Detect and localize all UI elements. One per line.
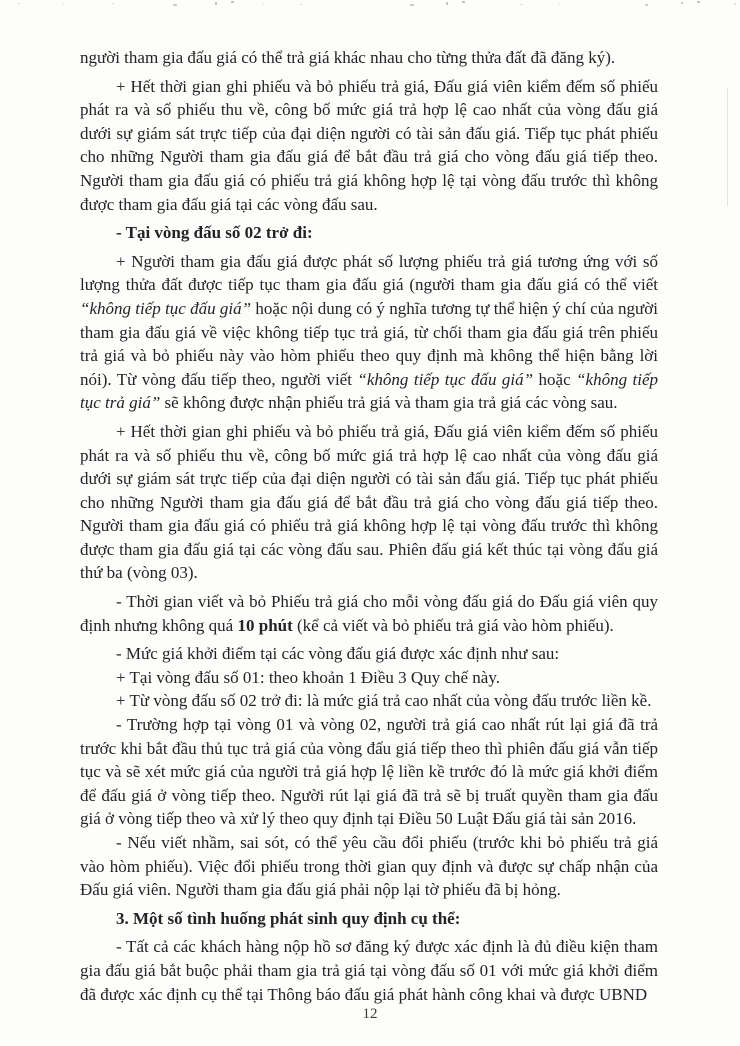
paragraph-ballot-counting-round-1: + Hết thời gian ghi phiếu và bỏ phiếu trả giá, Đấu giá viên kiểm đếm số phiếu phát ra và số phiếu thu về, công bố mức giá trả hợp lệ cao nhất của vòng đấu giá dưới sự giám sát trực tiếp của đại diện người có tài sản đấu giá. Tiếp tục phát phiếu cho những Người tham gia đấu giá để bắt đầu trả giá cho vòng đấu giá tiếp theo. Người tham gia đấu giá có phiếu trả giá không hợp lệ tại vòng đấu trước thì không được tham gia đấu giá tại các vòng đấu sau. bbox=[80, 76, 658, 214]
paragraph-mandatory-participation: - Tất cả các khách hàng nộp hồ sơ đăng ký được xác định là đủ điều kiện tham gia đấu giá bắt buộc phải tham gia trả giá tại vòng đấu số 01 với mức giá khởi điểm đã được xác định cụ thể tại Thông báo đấu giá phát hành công khai và được UBND bbox=[80, 937, 658, 1004]
paragraph-starting-price-intro: - Mức giá khởi điểm tại các vòng đấu giá được xác định như sau: bbox=[116, 644, 560, 664]
scan-speck bbox=[18, 3, 20, 4]
paragraph-time-limit: - Thời gian viết và bỏ Phiếu trả giá cho mỗi vòng đấu giá do Đấu giá viên quy định nhưng không quá 10 phút (kể cả viết và bỏ phiếu trả giá vào hòm phiếu). bbox=[80, 592, 658, 635]
paragraph-ballot-exchange-rule: - Nếu viết nhầm, sai sót, có thể yêu cầu đổi phiếu (trước khi bỏ phiếu trả giá vào hòm phiếu). Việc đổi phiếu trong thời gian quy định và được sự chấp nhận của Đấu giá viên. Người tham gia đấu giá phải nộp lại tờ phiếu đã bị hỏng. bbox=[80, 833, 658, 900]
paragraph-ballot-counting-round-2: + Hết thời gian ghi phiếu và bỏ phiếu trả giá, Đấu giá viên kiểm đếm số phiếu phát ra và số phiếu thu về, công bố mức giá trả hợp lệ cao nhất của vòng đấu giá dưới sự giám sát trực tiếp của đại diện người có tài sản đấu giá. Tiếp tục phát phiếu cho những Người tham gia đấu giá để bắt đầu trả giá cho vòng đấu giá tiếp theo. Người tham gia đấu giá có phiếu trả giá không hợp lệ tại vòng đấu trước thì không được tham gia đấu giá tại các vòng đấu sau. Phiên đấu giá kết thúc tại vòng đấu giá thứ ba (vòng 03). bbox=[80, 421, 658, 583]
scan-speck bbox=[734, 3, 736, 5]
paragraph-continuation: người tham gia đấu giá có thể trả giá khác nhau cho từng thửa đất đã đăng ký). bbox=[80, 48, 616, 67]
scan-speck bbox=[215, 2, 217, 5]
scan-speck bbox=[697, 1, 700, 3]
page-body bbox=[80, 46, 658, 1006]
scan-speck bbox=[520, 4, 523, 5]
scan-speck bbox=[300, 4, 303, 5]
scan-speck bbox=[173, 4, 177, 6]
paragraph-starting-price-round-02: + Từ vòng đấu số 02 trở đi: là mức giá trả cao nhất của vòng đấu trước liền kề. bbox=[116, 691, 652, 711]
scan-speck bbox=[681, 2, 683, 4]
heading-section-3-situations: 3. Một số tình huống phát sinh quy định cụ thể: bbox=[116, 908, 461, 928]
paragraph-starting-price-round-01: + Tại vòng đấu số 01: theo khoản 1 Điều 3 Quy chế này. bbox=[116, 667, 500, 687]
scan-speck bbox=[231, 1, 234, 3]
paragraph-withdraw-bid-rule: - Trường hợp tại vòng 01 và vòng 02, người trả giá cao nhất rút lại giá đã trả trước khi bắt đầu thủ tục trả giá của vòng đấu giá tiếp theo thì phiên đấu giá vẫn tiếp tục và sẽ xét mức giá của người trả giá hợp lệ liền kề trước đó là mức giá khởi điểm để đấu giá ở vòng tiếp theo. Người rút lại giá đã trả sẽ bị truất quyền tham gia đấu giá ở vòng tiếp theo và xử lý theo quy định tại Điều 50 Luật Đấu giá tài sản 2016. bbox=[80, 715, 658, 829]
scan-speck bbox=[410, 4, 414, 6]
scan-speck bbox=[446, 2, 448, 5]
scan-streak bbox=[727, 88, 728, 206]
scan-speck bbox=[645, 4, 648, 6]
scan-speck bbox=[558, 4, 560, 5]
scan-speck bbox=[462, 1, 465, 3]
scan-speck bbox=[262, 4, 264, 5]
paragraph-ballot-distribution-round-2: + Người tham gia đấu giá được phát số lượng phiếu trả giá tương ứng với số lượng thửa đất được tiếp tục tham gia đấu giá (người tham gia đấu giá có thể viết “không tiếp tục đấu giá” hoặc nội dung có ý nghĩa tương tự thể hiện ý chí của người tham gia đấu giá về việc không tiếp tục trả giá, từ chối tham gia đấu giá trên phiếu trả giá và bỏ phiếu này vào hòm phiếu theo quy định mà không thể hiện bằng lời nói). Từ vòng đấu tiếp theo, người viết “không tiếp tục đấu giá” hoặc “không tiếp tục trả giá” sẽ không được nhận phiếu trả giá và tham gia trả giá các vòng sau. bbox=[80, 251, 658, 413]
scan-speck bbox=[112, 3, 114, 4]
page-number: 12 bbox=[362, 1006, 378, 1022]
heading-round-02-onwards: - Tại vòng đấu số 02 trở đi: bbox=[116, 223, 313, 243]
scan-speck bbox=[62, 4, 64, 5]
